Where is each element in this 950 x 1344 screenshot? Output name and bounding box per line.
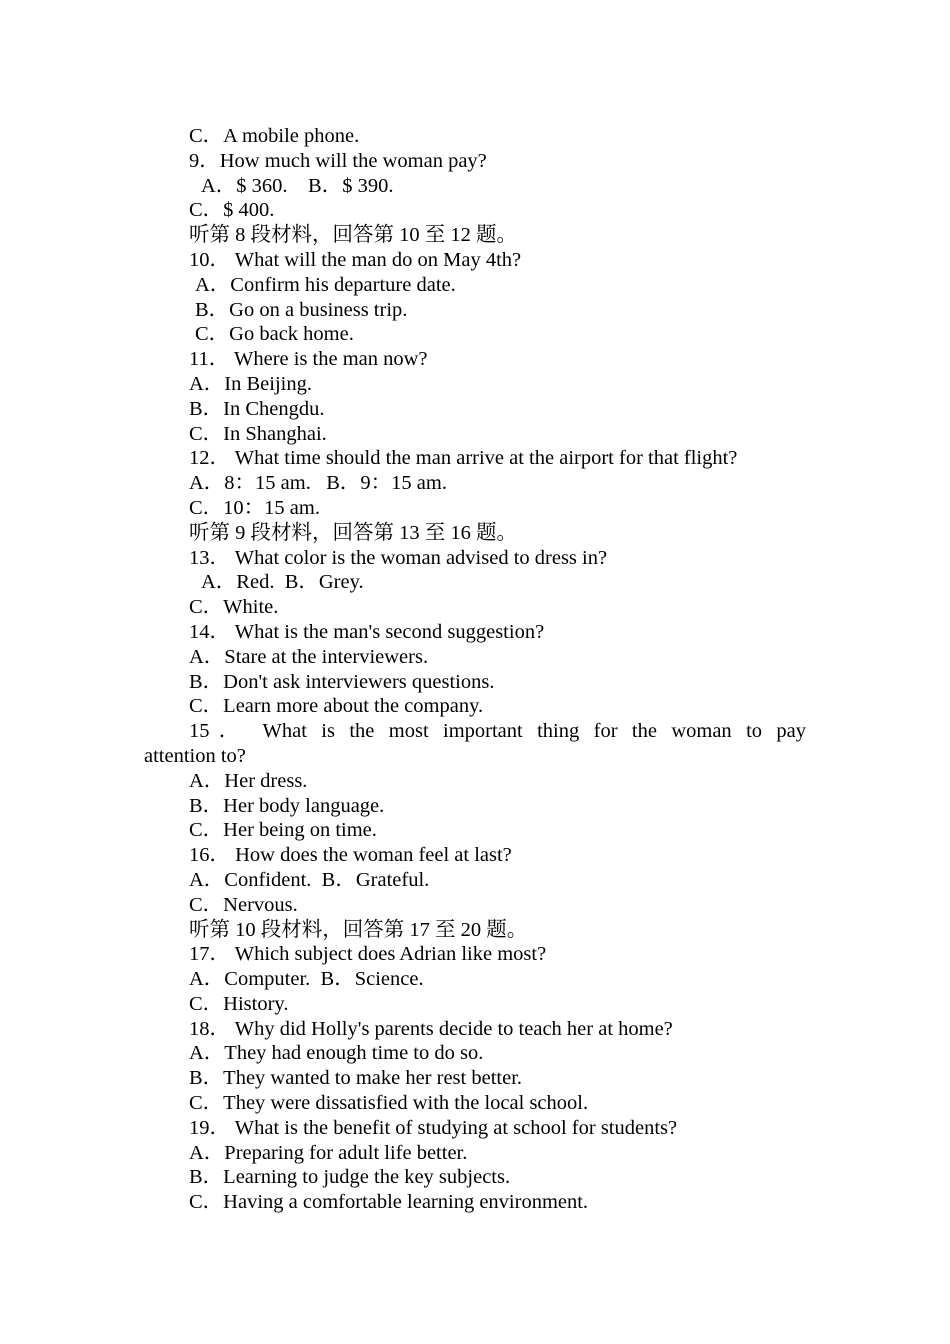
- question-line: 16． How does the woman feel at last?: [189, 844, 512, 867]
- question-line-justified: 15． What is the most important thing for the woman to pay: [189, 720, 806, 743]
- option-line: A．Her dress.: [189, 769, 308, 792]
- option-line: C．A mobile phone.: [189, 125, 360, 147]
- option-line: A．They had enough time to do so.: [189, 1042, 484, 1065]
- question-line: 9．How much will the woman pay?: [189, 149, 487, 172]
- option-line: B．In Chengdu.: [189, 397, 325, 420]
- option-line: C．Learn more about the company.: [189, 695, 484, 718]
- question-line: 11． Where is the man now?: [189, 348, 428, 371]
- option-line: B．Her body language.: [189, 794, 385, 817]
- option-line: A．$ 360. B．$ 390.: [201, 174, 394, 197]
- section-heading: 听第 9 段材料，回答第 13 至 16 题。: [189, 521, 517, 544]
- option-line: C．10：15 am.: [189, 496, 320, 519]
- question-line: 12． What time should the man arrive at the airport for that flight?: [189, 447, 738, 470]
- option-line: C．Nervous.: [189, 893, 298, 916]
- option-line: C．History.: [189, 992, 289, 1015]
- option-line: C．White.: [189, 596, 279, 619]
- option-line: A．8：15 am. B．9：15 am.: [189, 472, 447, 495]
- section-heading: 听第 8 段材料，回答第 10 至 12 题。: [189, 224, 517, 247]
- question-list: [144, 124, 806, 1215]
- section-heading: 听第 10 段材料，回答第 17 至 20 题。: [189, 918, 528, 941]
- option-line: C．They were dissatisfied with the local school.: [189, 1092, 589, 1115]
- question-line: 18． Why did Holly's parents decide to teach her at home?: [189, 1017, 673, 1040]
- option-line: C．Go back home.: [195, 323, 354, 346]
- option-line: C．$ 400.: [189, 199, 275, 222]
- option-line: B．They wanted to make her rest better.: [189, 1067, 523, 1090]
- option-line: A．Preparing for adult life better.: [189, 1141, 468, 1164]
- option-line: A．Computer. B．Science.: [189, 968, 424, 991]
- option-line: A．Confirm his departure date.: [195, 273, 456, 296]
- question-line: 17． Which subject does Adrian like most?: [189, 943, 547, 966]
- option-line: A．In Beijing.: [189, 372, 312, 395]
- option-line: B．Don't ask interviewers questions.: [189, 670, 495, 693]
- option-line: C．Having a comfortable learning environment.: [189, 1191, 589, 1214]
- option-line: A．Confident. B．Grateful.: [189, 868, 430, 891]
- question-line-continuation: attention to?: [144, 744, 246, 767]
- question-line: 19． What is the benefit of studying at school for students?: [189, 1116, 678, 1139]
- option-line: B．Go on a business trip.: [195, 298, 408, 321]
- option-line: B．Learning to judge the key subjects.: [189, 1166, 511, 1189]
- question-line: 13． What color is the woman advised to dress in?: [189, 546, 608, 569]
- option-line: C．Her being on time.: [189, 819, 377, 842]
- option-line: A．Red. B．Grey.: [201, 571, 364, 594]
- question-line: 10． What will the man do on May 4th?: [189, 248, 522, 271]
- question-line: 14． What is the man's second suggestion?: [189, 620, 545, 643]
- option-line: C．In Shanghai.: [189, 422, 327, 445]
- option-line: A．Stare at the interviewers.: [189, 645, 429, 668]
